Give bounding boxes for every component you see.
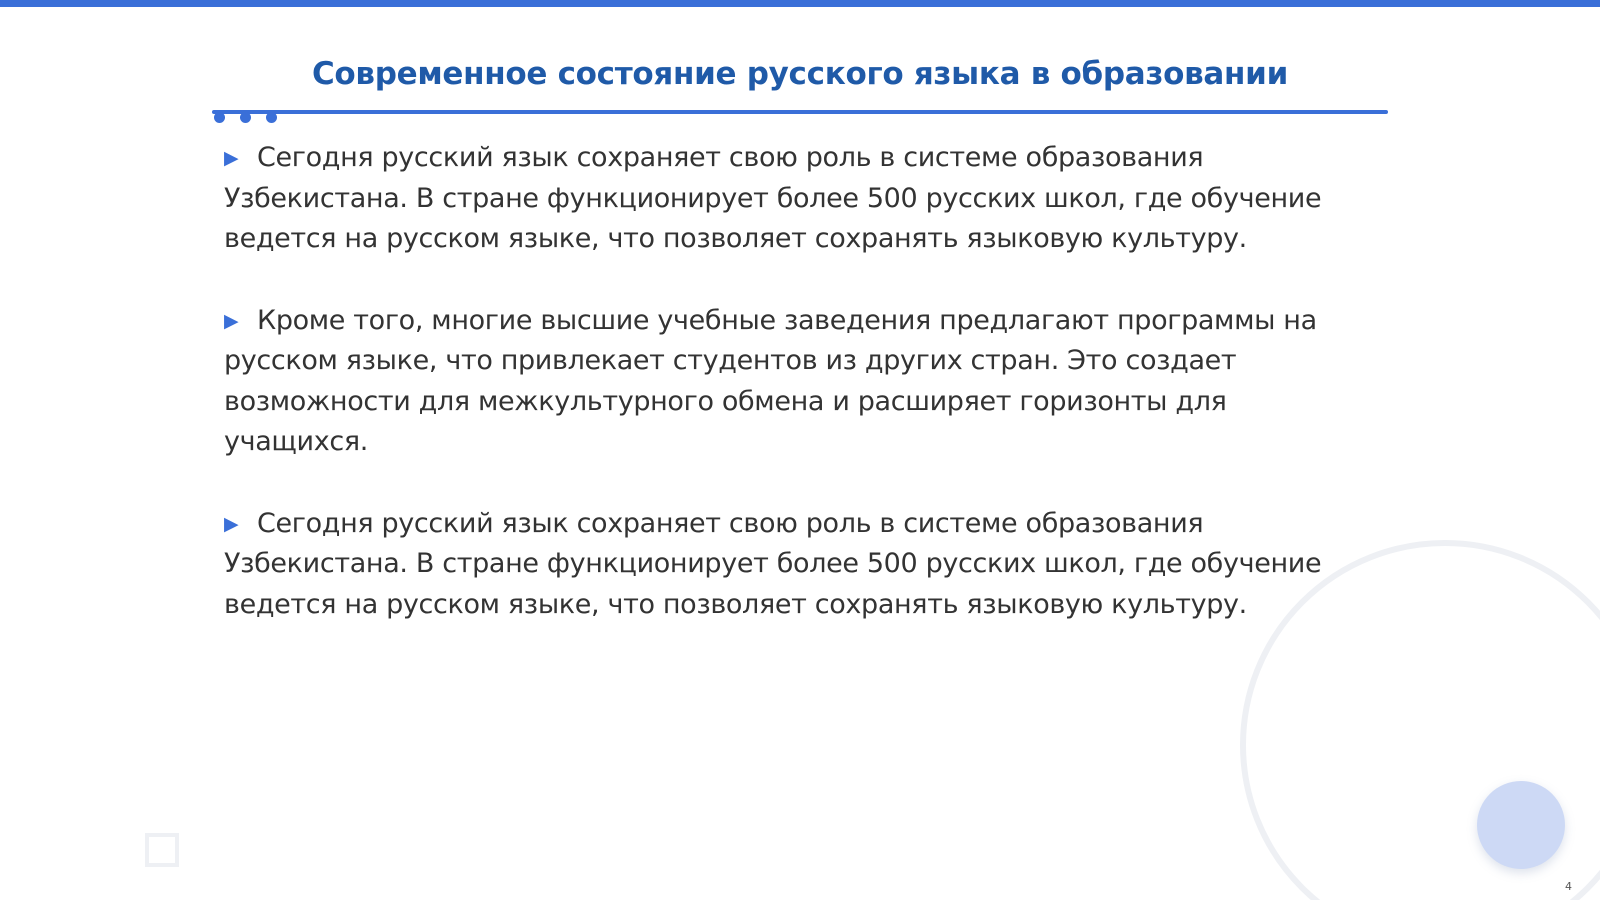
decor-circle-filled (1477, 781, 1565, 869)
bullet-list (224, 138, 1344, 666)
bullet-item-2 (224, 301, 1344, 463)
bullet-text-2: Кроме того, многие высшие учебные заведения предлагают программы на русском языке, что привлекает студентов из других стран. Это создает возможности для межкультурного обмена и расширяет горизонты для учащихся. (224, 304, 1317, 457)
decor-dot-1 (214, 112, 225, 123)
slide-title: Современное состояние русского языка в образовании (311, 56, 1289, 92)
decor-dot-3 (266, 112, 277, 123)
page-number: 4 (1565, 880, 1572, 893)
decor-square-outline (145, 833, 179, 867)
triangle-right-icon: ▶ (224, 147, 239, 169)
bullet-item-1 (224, 138, 1344, 260)
bullet-text-1: Сегодня русский язык сохраняет свою роль в системе образования Узбекистана. В стране функционирует более 500 русских школ, где обучение ведется на русском языке, что позволяет сохранять языковую культуру. (224, 142, 1322, 254)
triangle-right-icon: ▶ (224, 512, 239, 535)
bullet-item-3 (224, 504, 1344, 626)
triangle-right-icon: ▶ (224, 309, 239, 332)
bullet-text-3: Сегодня русский язык сохраняет свою роль в системе образования Узбекистана. В стране функционирует более 500 русских школ, где обучение ведется на русском языке, что позволяет сохранять языковую культуру. (224, 507, 1322, 620)
top-accent-bar (0, 0, 1600, 7)
decor-dot-2 (240, 112, 251, 123)
title-underline (212, 110, 1388, 114)
